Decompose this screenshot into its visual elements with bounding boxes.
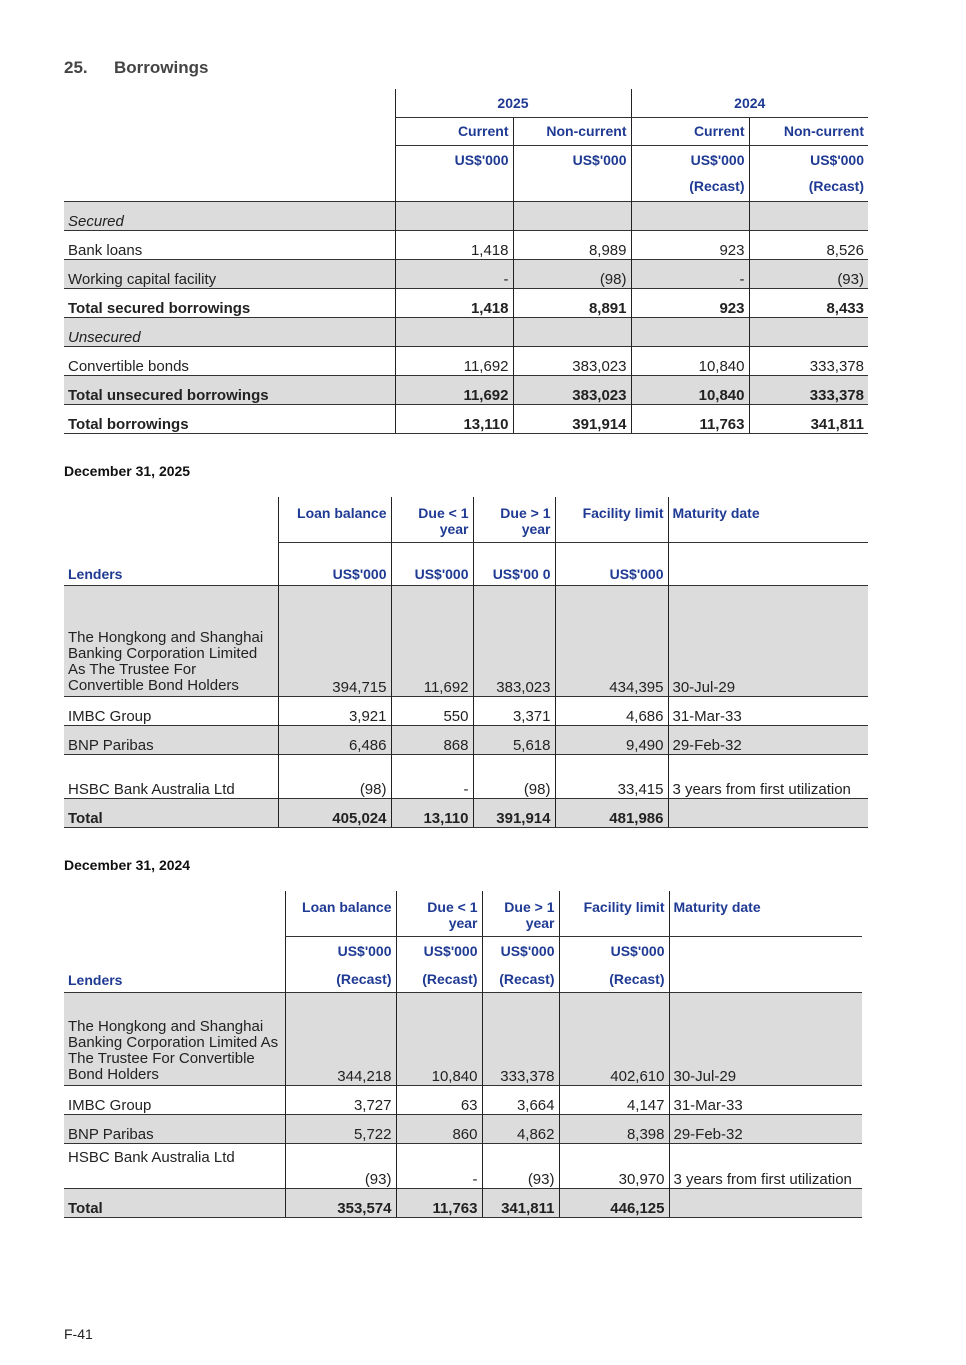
total-row [64, 798, 868, 827]
recast-label: (Recast) [336, 970, 392, 987]
lender-name: BNP Paribas [64, 1114, 285, 1143]
col-maturity-date: Maturity date [668, 497, 868, 542]
units-row [64, 936, 862, 992]
cell-value: 3,921 [278, 696, 391, 725]
year-header-row [64, 89, 868, 117]
unit-label: US$'000 [423, 942, 478, 959]
unit-label: US$'000 [391, 542, 473, 585]
lender-name: HSBC Bank Australia Ltd [64, 1143, 285, 1188]
col-noncurrent-2024: Non-current [749, 117, 868, 145]
table-2025-title: December 31, 2025 [64, 463, 191, 479]
page-number: F-41 [64, 1326, 93, 1342]
cell-value: 1,418 [395, 230, 513, 259]
col-due-gt-1: Due > 1 year [473, 497, 555, 542]
table-row [64, 1114, 862, 1143]
row-label: Secured [64, 201, 395, 230]
cell-value: 868 [391, 725, 473, 754]
cell-value: 4,147 [559, 1085, 669, 1114]
lender-name: BNP Paribas [64, 725, 278, 754]
cell-value: 333,378 [749, 375, 868, 404]
cell-value: 402,610 [559, 992, 669, 1085]
col-due-lt-1: Due < 1 year [391, 497, 473, 542]
col-noncurrent-2025: Non-current [513, 117, 631, 145]
cell-value: (93) [285, 1143, 396, 1188]
lender-name: IMBC Group [64, 1085, 285, 1114]
table-row [64, 346, 868, 375]
cell-value: 11,692 [391, 585, 473, 696]
unit-label: US$'000 [610, 942, 665, 959]
cell-value: 8,891 [513, 288, 631, 317]
cell-value: 405,024 [278, 798, 391, 827]
cell-value: 63 [396, 1085, 482, 1114]
lenders-label: Lenders [68, 565, 123, 582]
total-row [64, 1188, 862, 1217]
cell-value: 11,763 [631, 404, 749, 433]
cell-value: 394,715 [278, 585, 391, 696]
maturity-date: 31-Mar-33 [668, 696, 868, 725]
table-row [64, 230, 868, 259]
cell-value: - [396, 1143, 482, 1188]
cell-value: (93) [482, 1143, 559, 1188]
cell-value: 333,378 [749, 346, 868, 375]
recast-label: (Recast) [422, 970, 478, 987]
table-row [64, 288, 868, 317]
cell-value: 10,840 [631, 346, 749, 375]
table-row [64, 1143, 862, 1188]
unit-label: US$'000 [454, 151, 509, 168]
col-due-lt-1: Due < 1 year [396, 891, 482, 936]
cell-value: (93) [749, 259, 868, 288]
row-label: Unsecured [64, 317, 395, 346]
row-label: Total borrowings [64, 404, 395, 433]
cell-value: (98) [473, 754, 555, 798]
cell-value: 434,395 [555, 585, 668, 696]
cell-value: 3,664 [482, 1085, 559, 1114]
table-row [64, 259, 868, 288]
recast-label: (Recast) [499, 970, 555, 987]
units-row [64, 542, 868, 585]
cell-value: 11,692 [395, 375, 513, 404]
cell-value: 383,023 [513, 375, 631, 404]
lender-name: HSBC Bank Australia Ltd [64, 754, 278, 798]
lender-name: The Hongkong and Shanghai Banking Corporation Limited As The Trustee For Convertible Bond Holders [64, 585, 278, 696]
cell-value: 11,763 [396, 1188, 482, 1217]
maturity-date: 29-Feb-32 [669, 1114, 862, 1143]
units-header-row [64, 145, 868, 201]
col-maturity-date: Maturity date [669, 891, 862, 936]
cell-value: 923 [631, 230, 749, 259]
header-row [64, 497, 868, 542]
section-number: 25. [64, 58, 88, 77]
cell-value: 1,418 [395, 288, 513, 317]
maturity-date: 30-Jul-29 [668, 585, 868, 696]
cell-value: 13,110 [395, 404, 513, 433]
cell-value: 8,398 [559, 1114, 669, 1143]
cell-value: 341,811 [749, 404, 868, 433]
col-loan-balance: Loan balance [278, 497, 391, 542]
borrowings-summary-table [64, 89, 868, 434]
cell-value: 923 [631, 288, 749, 317]
year-2025: 2025 [395, 89, 631, 117]
header-row [64, 891, 862, 936]
table-row [64, 754, 868, 798]
unit-label: US$'000 [572, 151, 627, 168]
unit-label: US$'000 [278, 542, 391, 585]
cell-value: 8,989 [513, 230, 631, 259]
maturity-date: 29-Feb-32 [668, 725, 868, 754]
cell-value: - [631, 259, 749, 288]
row-label: Convertible bonds [64, 346, 395, 375]
recast-label: (Recast) [689, 177, 745, 194]
table-row [64, 317, 868, 346]
table-row [64, 404, 868, 433]
cell-value: 30,970 [559, 1143, 669, 1188]
table-2024-title: December 31, 2024 [64, 857, 191, 873]
table-row [64, 725, 868, 754]
col-due-gt-1: Due > 1 year [482, 891, 559, 936]
cell-value: 13,110 [391, 798, 473, 827]
lenders-table-2025 [64, 497, 868, 828]
col-facility-limit: Facility limit [555, 497, 668, 542]
lender-name: IMBC Group [64, 696, 278, 725]
recast-label: (Recast) [609, 970, 665, 987]
cell-value: 344,218 [285, 992, 396, 1085]
cell-value: 353,574 [285, 1188, 396, 1217]
cell-value: - [391, 754, 473, 798]
col-facility-limit: Facility limit [559, 891, 669, 936]
cell-value: 5,722 [285, 1114, 396, 1143]
cell-value: 5,618 [473, 725, 555, 754]
cell-value: 33,415 [555, 754, 668, 798]
cell-value: 8,526 [749, 230, 868, 259]
lender-name: The Hongkong and Shanghai Banking Corporation Limited As The Trustee For Convertible Bond Holders [64, 992, 285, 1085]
cell-value: 391,914 [513, 404, 631, 433]
cell-value: 333,378 [482, 992, 559, 1085]
unit-label: US$'000 [810, 151, 864, 168]
subcolumn-header-row [64, 117, 868, 145]
cell-value: 6,486 [278, 725, 391, 754]
cell-value: 446,125 [559, 1188, 669, 1217]
year-2024: 2024 [631, 89, 868, 117]
maturity-date: 3 years from first utilization [669, 1143, 862, 1188]
cell-value: 4,686 [555, 696, 668, 725]
cell-value: 383,023 [513, 346, 631, 375]
cell-value: 3,371 [473, 696, 555, 725]
lenders-table-2024 [64, 891, 862, 1218]
unit-label: US$'000 [500, 942, 555, 959]
unit-label: US$'000 [690, 151, 745, 168]
col-loan-balance: Loan balance [285, 891, 396, 936]
col-current-2024: Current [631, 117, 749, 145]
row-label: Total unsecured borrowings [64, 375, 395, 404]
cell-value: - [395, 259, 513, 288]
row-label: Working capital facility [64, 259, 395, 288]
table-row [64, 375, 868, 404]
cell-value: 10,840 [631, 375, 749, 404]
cell-value: (98) [513, 259, 631, 288]
row-label: Total secured borrowings [64, 288, 395, 317]
unit-label: US$'000 [337, 942, 392, 959]
cell-value: 481,986 [555, 798, 668, 827]
cell-value: 9,490 [555, 725, 668, 754]
cell-value: 4,862 [482, 1114, 559, 1143]
section-title: Borrowings [114, 58, 209, 77]
cell-value: 550 [391, 696, 473, 725]
col-current-2025: Current [395, 117, 513, 145]
table-row [64, 992, 862, 1085]
cell-value: 383,023 [473, 585, 555, 696]
cell-value: 391,914 [473, 798, 555, 827]
section-heading [64, 58, 208, 78]
total-label: Total [64, 798, 278, 827]
total-label: Total [64, 1188, 285, 1217]
maturity-date: 30-Jul-29 [669, 992, 862, 1085]
cell-value: 11,692 [395, 346, 513, 375]
cell-value: 8,433 [749, 288, 868, 317]
cell-value: 3,727 [285, 1085, 396, 1114]
row-label: Bank loans [64, 230, 395, 259]
cell-value: 10,840 [396, 992, 482, 1085]
maturity-date: 31-Mar-33 [669, 1085, 862, 1114]
table-row [64, 696, 868, 725]
table-row [64, 1085, 862, 1114]
cell-value: 341,811 [482, 1188, 559, 1217]
cell-value: (98) [278, 754, 391, 798]
recast-label: (Recast) [808, 177, 864, 194]
cell-value: 860 [396, 1114, 482, 1143]
unit-label: US$'000 [555, 542, 668, 585]
unit-label: US$'00 0 [473, 542, 555, 585]
maturity-date: 3 years from first utilization [668, 754, 868, 798]
lenders-label: Lenders [68, 971, 123, 988]
table-row [64, 201, 868, 230]
table-row [64, 585, 868, 696]
